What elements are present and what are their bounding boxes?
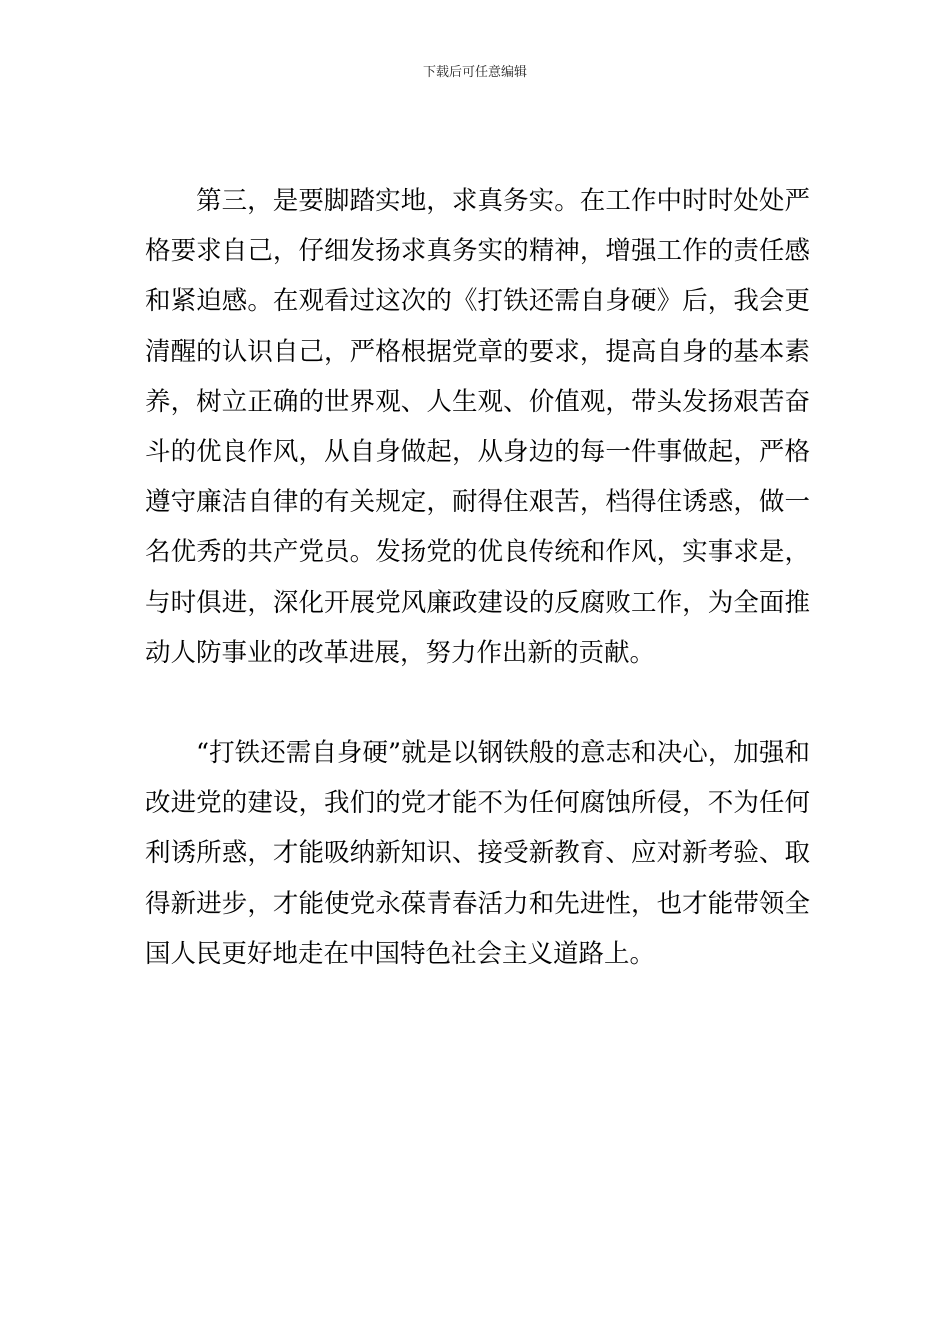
paragraph-1: 第三，是要脚踏实地，求真务实。在工作中时时处处严格要求自己，仔细发扬求真务实的精神，增强工作的责任感和紧迫感。在观看过这次的《打铁还需自身硬》后，我会更清醒的认识自己，严格根据党章的要求，提高自身的基本素养，树立正确的世界观、人生观、价值观，带头发扬艰苦奋斗的优良作风，从自身做起，从身边的每一件事做起，严格遵守廉洁自律的有关规定，耐得住艰苦，档得住诱惑，做一名优秀的共产党员。发扬党的优良传统和作风，实事求是，与时俱进，深化开展党风廉政建设的反腐败工作，为全面推动人防事业的改革进展，努力作出新的贡献。: [145, 186, 810, 668]
page-header: 下载后可任意编辑: [422, 65, 527, 80]
document-body: [145, 176, 810, 979]
paragraph-2: “打铁还需自身硬”就是以钢铁般的意志和决心，加强和改进党的建设，我们的党才能不为任何腐蚀所侵，不为任何利诱所惑，才能吸纳新知识、接受新教育、应对新考验、取得新进步，才能使党永葆青春活力和先进性，也才能带领全国人民更好地走在中国特色社会主义道路上。: [145, 738, 810, 969]
